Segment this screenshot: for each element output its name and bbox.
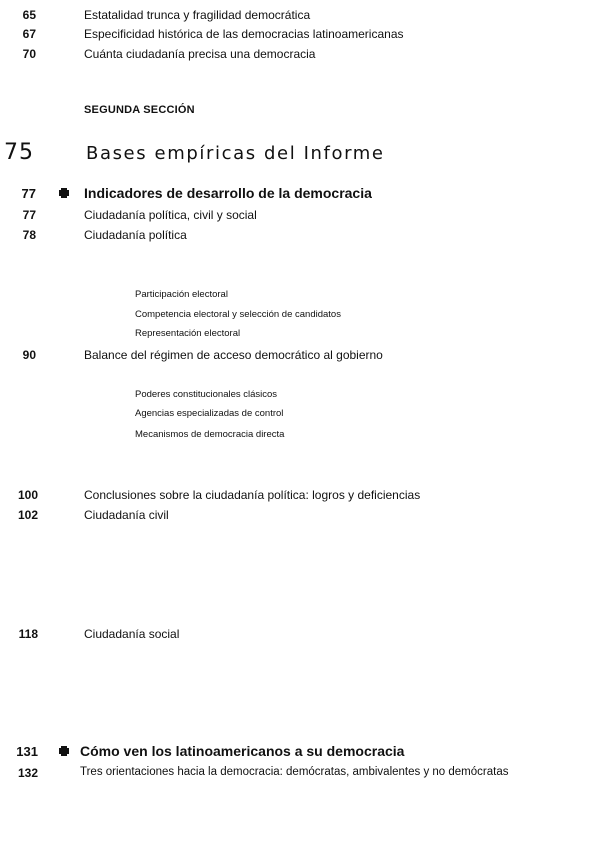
entry-title: Conclusiones sobre la ciudadanía política: logros y deficiencias <box>84 488 421 502</box>
entry-title: Cuánta ciudadanía precisa una democracia <box>84 47 316 61</box>
entry-title: Tres orientaciones hacia la democracia: demócratas, ambivalentes y no demócratas <box>80 766 509 778</box>
chapter-title: Indicadores de desarrollo de la democracia <box>84 185 372 201</box>
chapter-page-number: 77 <box>21 186 36 201</box>
subentry: Competencia electoral y selección de candidatos <box>135 309 341 320</box>
chapter-marker-icon <box>58 746 70 756</box>
page-number: 67 <box>22 27 36 41</box>
entry-title: Ciudadanía política, civil y social <box>84 208 257 222</box>
page-number: 78 <box>22 228 36 242</box>
page-number: 77 <box>22 208 36 222</box>
entry-title: Estatalidad trunca y fragilidad democrática <box>84 8 311 22</box>
page-number: 102 <box>17 508 38 522</box>
page-number: 90 <box>22 348 36 362</box>
chapter-title: Cómo ven los latinoamericanos a su democracia <box>80 743 405 759</box>
page-number: 100 <box>17 488 38 502</box>
subentry: Participación electoral <box>135 289 228 300</box>
page-number: 70 <box>22 47 36 61</box>
chapter-marker-icon <box>58 188 70 198</box>
section-heading: SEGUNDA SECCIÓN <box>84 104 195 116</box>
entry-title: Ciudadanía política <box>84 228 187 242</box>
page-number: 65 <box>22 8 36 22</box>
entry-title: Ciudadanía civil <box>84 508 169 522</box>
chapter-page-number: 131 <box>16 744 38 759</box>
entry-title: Ciudadanía social <box>84 627 180 641</box>
part-page-number: 75 <box>4 140 34 165</box>
page-number: 132 <box>17 766 38 780</box>
entry-title: Balance del régimen de acceso democrático al gobierno <box>84 348 383 362</box>
subentry: Representación electoral <box>135 328 241 339</box>
subentry: Poderes constitucionales clásicos <box>135 389 278 400</box>
page-number: 118 <box>18 627 38 641</box>
subentry: Agencias especializadas de control <box>135 408 284 419</box>
subentry: Mecanismos de democracia directa <box>135 429 285 440</box>
part-title: Bases empíricas del Informe <box>86 143 385 164</box>
entry-title: Especificidad histórica de las democracias latinoamericanas <box>84 27 404 41</box>
